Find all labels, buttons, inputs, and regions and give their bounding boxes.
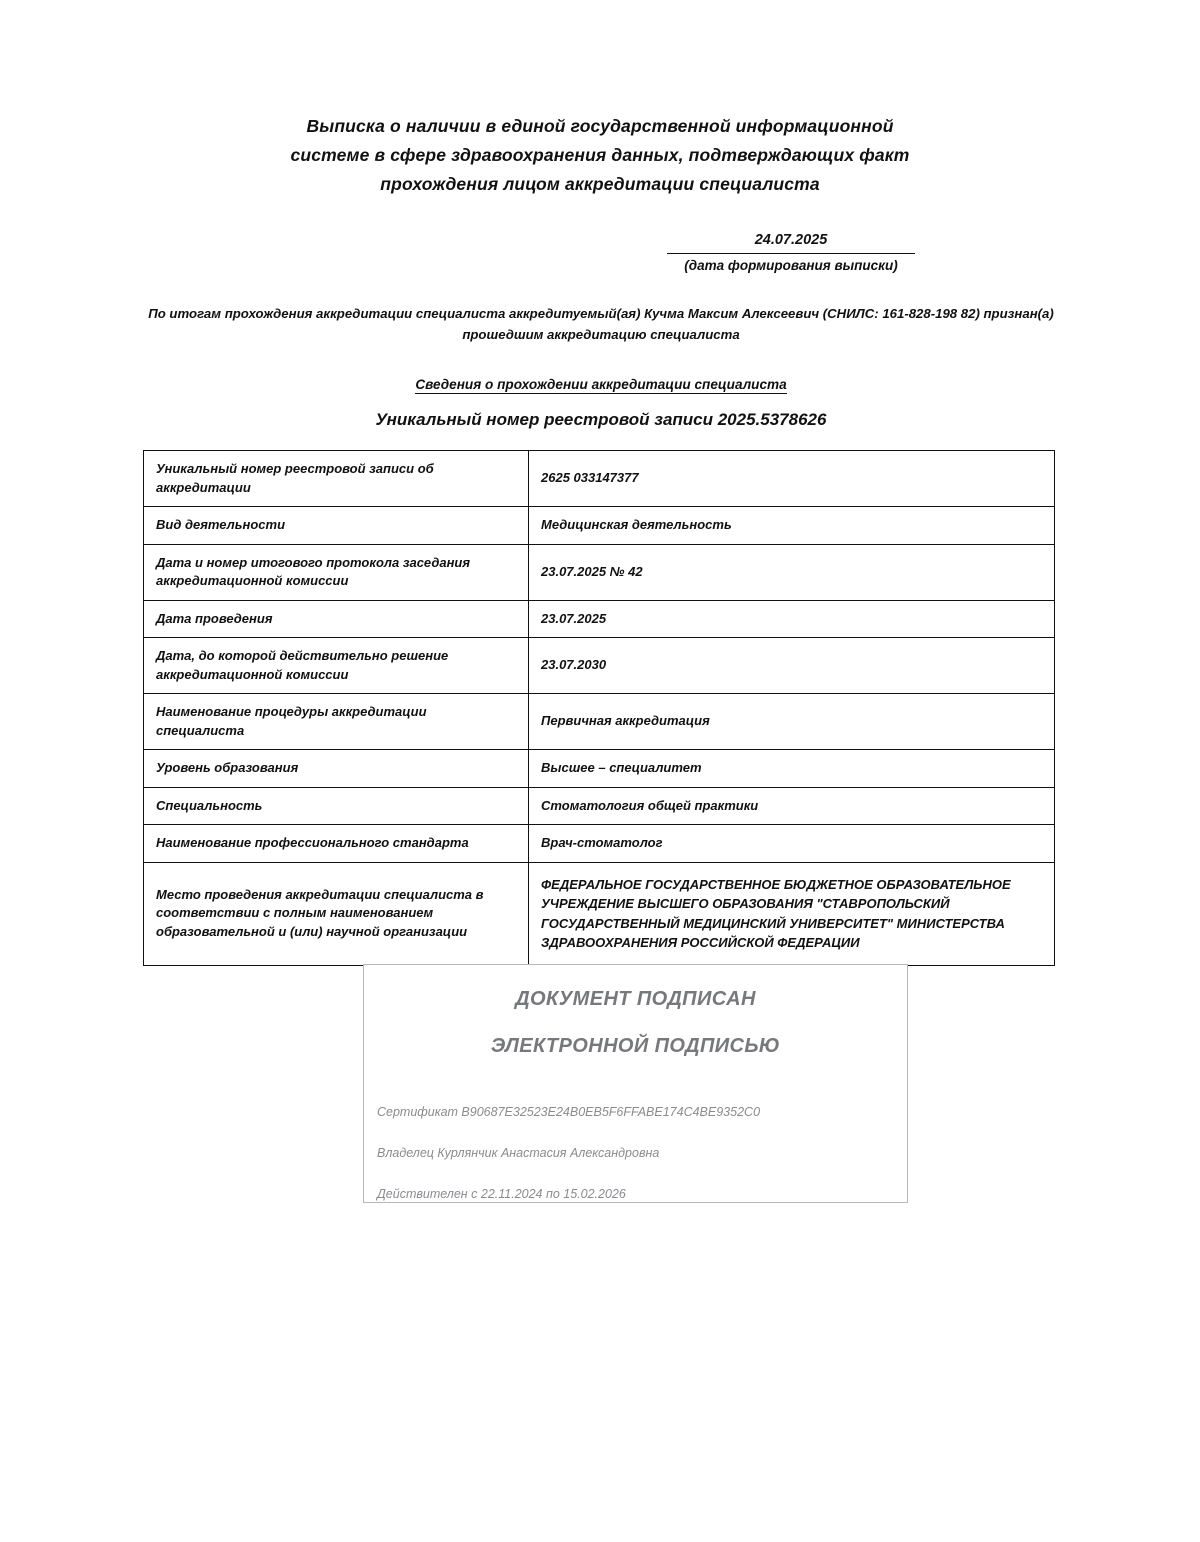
table-cell-value: Стоматология общей практики [529,787,1055,825]
table-row [144,507,1055,545]
table-cell-label: Дата и номер итогового протокола заседания аккредитационной комиссии [144,544,529,600]
table-cell-label: Специальность [144,787,529,825]
title-line-1: Выписка о наличии в единой государственной информационной [306,116,894,136]
page-title [250,112,950,199]
table-row [144,638,1055,694]
formation-date-caption: (дата формирования выписки) [684,258,898,273]
table-row [144,825,1055,863]
table-cell-label: Уровень образования [144,750,529,788]
table-row [144,600,1055,638]
title-line-3: прохождения лицом аккредитации специалиста [380,174,820,194]
intro-paragraph: По итогам прохождения аккредитации специалиста аккредитуемый(ая) Кучма Максим Алексеевич (СНИЛС: 161-828-198 82) признан(а) прошедшим аккредитацию специалиста [148,306,1054,342]
table-cell-label: Вид деятельности [144,507,529,545]
signature-heading-line-1: ДОКУМЕНТ ПОДПИСАН [515,988,756,1010]
formation-date-value: 24.07.2025 [754,232,828,248]
title-line-2: системе в сфере здравоохранения данных, подтверждающих факт [290,145,910,165]
table-row [144,451,1055,507]
accreditation-info-table [143,450,1055,966]
table-cell-value: Высшее – специалитет [529,750,1055,788]
table-cell-value: 2625 033147377 [529,451,1055,507]
table-row [144,544,1055,600]
table-cell-value: ФЕДЕРАЛЬНОЕ ГОСУДАРСТВЕННОЕ БЮДЖЕТНОЕ ОБРАЗОВАТЕЛЬНОЕ УЧРЕЖДЕНИЕ ВЫСШЕГО ОБРАЗОВАНИЯ "СТАВРОПОЛЬСКИЙ ГОСУДАРСТВЕННЫЙ МЕДИЦИНСКИЙ УНИВЕРСИТЕТ" МИНИСТЕРСТВА ЗДРАВООХРАНЕНИЯ РОССИЙСКОЙ ФЕДЕРАЦИИ [529,862,1055,965]
table-row [144,862,1055,965]
table-row [144,694,1055,750]
signature-owner: Владелец Курлянчик Анастасия Александровна [377,1146,660,1160]
section-heading [143,377,1059,392]
table-cell-label: Дата, до которой действительно решение аккредитационной комиссии [144,638,529,694]
table-cell-value: Врач-стоматолог [529,825,1055,863]
signature-heading-line-2: ЭЛЕКТРОННОЙ ПОДПИСЬЮ [490,1035,781,1057]
table-row [144,750,1055,788]
table-cell-label: Уникальный номер реестровой записи об аккредитации [144,451,529,507]
table-cell-value: 23.07.2025 [529,600,1055,638]
signature-validity: Действителен с 22.11.2024 по 15.02.2026 [377,1187,626,1201]
section-heading-text: Сведения о прохождении аккредитации специалиста [415,377,787,392]
table-cell-label: Дата проведения [144,600,529,638]
table-cell-value: Первичная аккредитация [529,694,1055,750]
registry-record-number: Уникальный номер реестровой записи 2025.5378626 [375,410,827,429]
signature-certificate: Сертификат B90687E32523E24B0EB5F6FFABE174C4BE9352C0 [377,1105,761,1119]
table-cell-label: Наименование профессионального стандарта [144,825,529,863]
electronic-signature-stamp [363,964,908,1203]
table-cell-label: Место проведения аккредитации специалиста в соответствии с полным наименованием образовательной и (или) научной организации [144,862,529,965]
signature-details [364,1104,907,1203]
table-cell-value: 23.07.2030 [529,638,1055,694]
table-row [144,787,1055,825]
table-cell-label: Наименование процедуры аккредитации специалиста [144,694,529,750]
table-cell-value: Медицинская деятельность [529,507,1055,545]
formation-date-block [667,231,915,276]
table-cell-value: 23.07.2025 № 42 [529,544,1055,600]
